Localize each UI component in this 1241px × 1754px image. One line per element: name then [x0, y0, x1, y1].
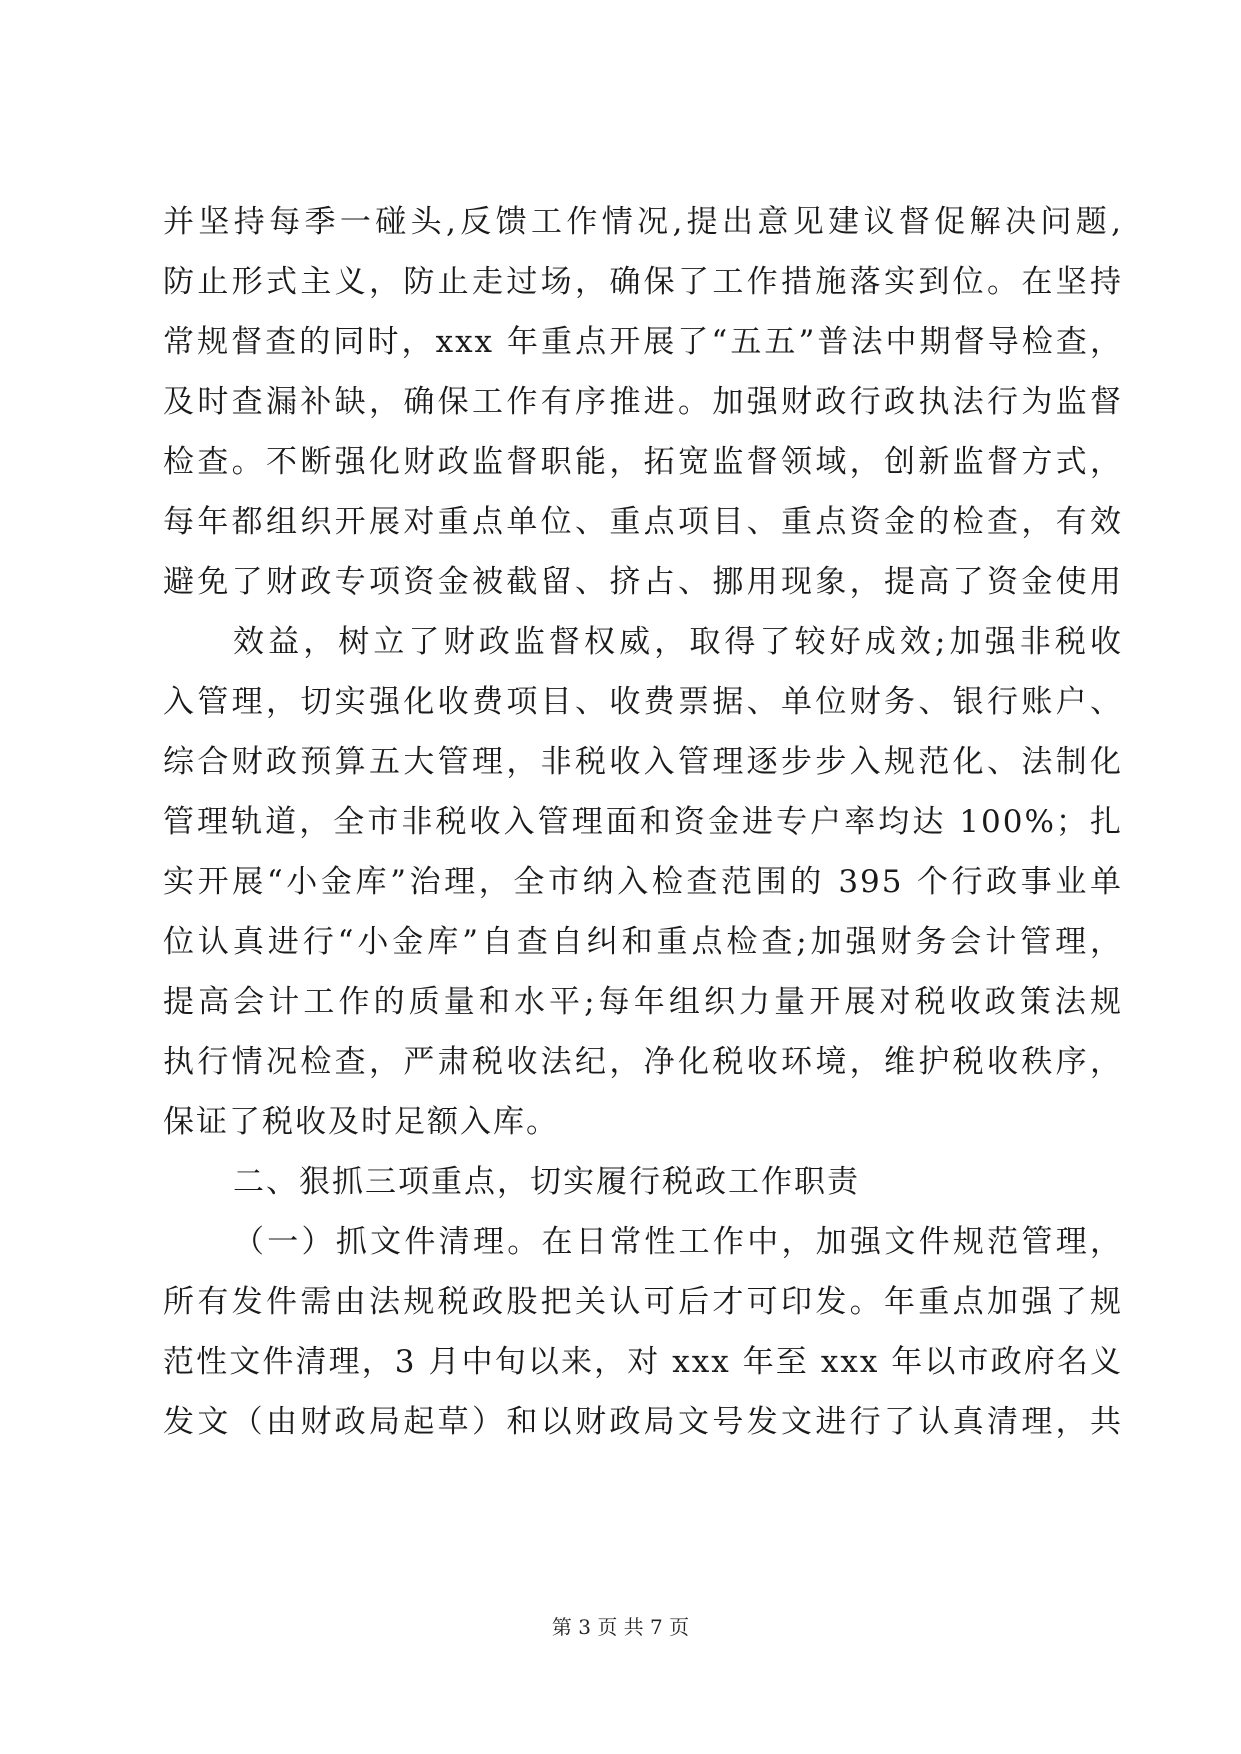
body-text-line: 并坚持每季一碰头,反馈工作情况,提出意见建议督促解决问题, [163, 204, 1123, 240]
body-text-line: 实开展“小金库”治理，全市纳入检查范围的 395 个行政事业单 [163, 864, 1123, 900]
body-text-line: 及时查漏补缺，确保工作有序推进。加强财政行政执法行为监督 [163, 384, 1123, 420]
body-text-line: 入管理，切实强化收费项目、收费票据、单位财务、银行账户、 [163, 684, 1123, 720]
body-text-line: 所有发件需由法规税政股把关认可后才可印发。年重点加强了规 [163, 1284, 1123, 1320]
section-heading: 二、狠抓三项重点，切实履行税政工作职责 [233, 1164, 860, 1200]
subsection-first-line: （一）抓文件清理。在日常性工作中，加强文件规范管理， [233, 1224, 1123, 1260]
body-text-line: 位认真进行“小金库”自查自纠和重点检查;加强财务会计管理， [163, 924, 1123, 960]
body-text-line: 范性文件清理，3 月中旬以来，对 xxx 年至 xxx 年以市政府名义 [163, 1344, 1123, 1380]
body-text-line: 发文（由财政局起草）和以财政局文号发文进行了认真清理，共 [163, 1404, 1123, 1440]
body-text-line: 检查。不断强化财政监督职能，拓宽监督领域，创新监督方式， [163, 444, 1123, 480]
page-number-footer: 第 3 页 共 7 页 [551, 1615, 690, 1639]
body-text-line: 综合财政预算五大管理，非税收入管理逐步步入规范化、法制化 [163, 744, 1123, 780]
body-text-line: 避免了财政专项资金被截留、挤占、挪用现象，提高了资金使用 [163, 564, 1123, 600]
body-text-line: 管理轨道，全市非税收入管理面和资金进专户率均达 100%；扎 [163, 804, 1123, 840]
paragraph-first-line: 效益，树立了财政监督权威，取得了较好成效;加强非税收 [233, 624, 1123, 660]
body-text-line: 提高会计工作的质量和水平;每年组织力量开展对税收政策法规 [163, 984, 1123, 1020]
body-text-line: 执行情况检查，严肃税收法纪，净化税收环境，维护税收秩序， [163, 1044, 1123, 1080]
body-text-line: 防止形式主义，防止走过场，确保了工作措施落实到位。在坚持 [163, 264, 1123, 300]
body-text-line: 每年都组织开展对重点单位、重点项目、重点资金的检查，有效 [163, 504, 1123, 540]
body-text-line: 常规督查的同时，xxx 年重点开展了“五五”普法中期督导检查， [163, 324, 1123, 360]
paragraph-last-line: 保证了税收及时足额入库。 [163, 1104, 559, 1140]
